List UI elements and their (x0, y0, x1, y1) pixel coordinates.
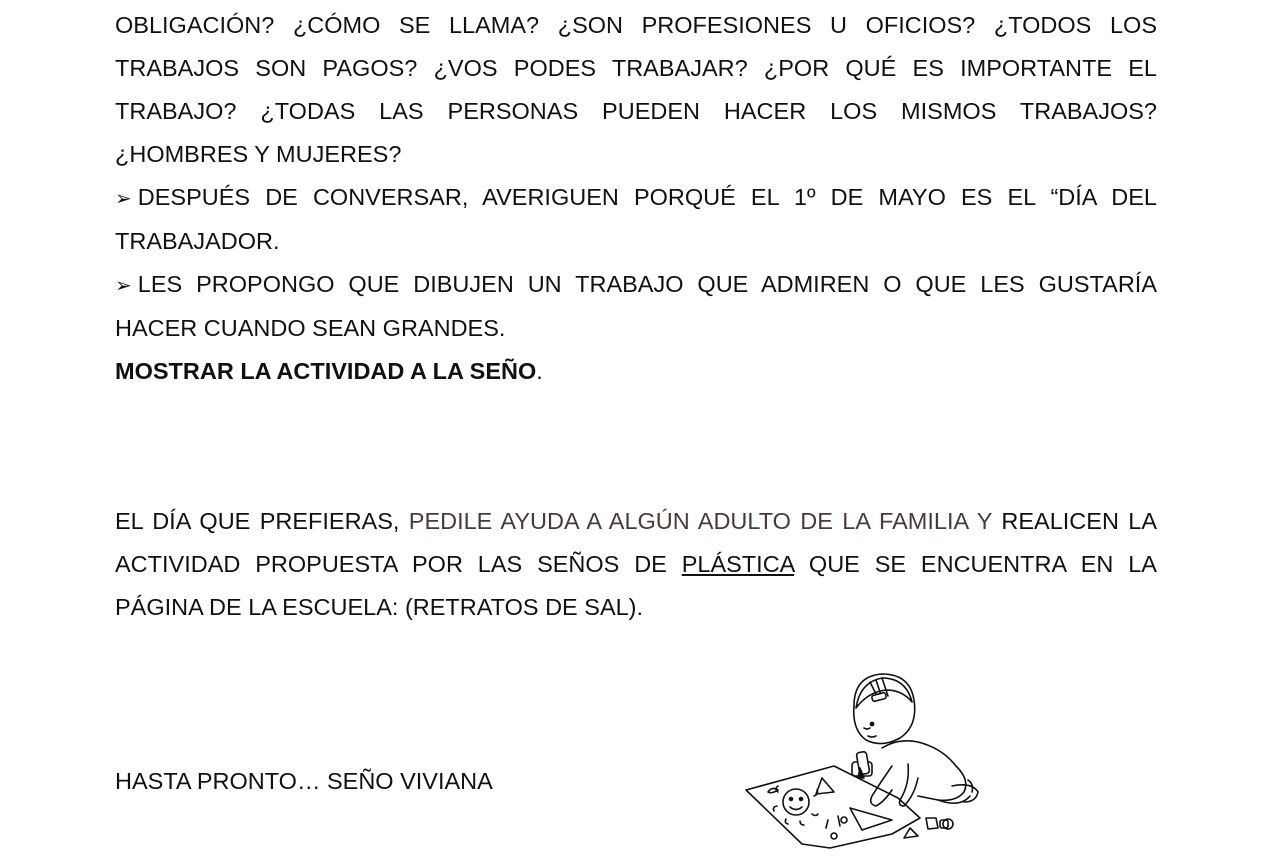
activity-part-1: EL DÍA QUE PREFIERAS, (115, 508, 409, 534)
bullet-text-1: DESPUÉS DE CONVERSAR, AVERIGUEN PORQUÉ EL 1º DE MAYO ES EL “DÍA DEL TRABAJADOR. (115, 184, 1157, 254)
show-activity-line (115, 350, 1157, 393)
bullet-item-2 (115, 263, 1157, 350)
child-drawing-illustration (742, 668, 984, 854)
show-activity-text: MOSTRAR LA ACTIVIDAD A LA SEÑO (115, 358, 537, 384)
show-activity-punct: . (536, 358, 543, 384)
plastica-link[interactable]: PLÁSTICA (681, 551, 795, 577)
bullet-text-2: LES PROPONGO QUE DIBUJEN UN TRABAJO QUE ADMIREN O QUE LES GUSTARÍA HACER CUANDO SEAN GRANDES. (115, 271, 1157, 341)
arrow-bullet-icon: ➢ (115, 186, 132, 210)
activity-part-4: QUE SE ENCUENTRA EN LA PÁGINA DE LA ESCUELA: (RETRATOS DE SAL). (115, 551, 1157, 620)
arrow-bullet-icon: ➢ (115, 273, 132, 297)
activity-part-3: REALICEN LA ACTIVIDAD PROPUESTA POR LAS SEÑOS DE (115, 508, 1157, 577)
closing-signature: HASTA PRONTO… SEÑO VIVIANA (115, 768, 493, 794)
activity-paragraph (115, 500, 1157, 629)
spacer (115, 393, 1157, 500)
activity-part-2: PEDILE AYUDA A ALGÚN ADULTO DE LA FAMILIA Y (408, 508, 1002, 534)
document-body (115, 0, 1157, 629)
intro-paragraph: OBLIGACIÓN? ¿CÓMO SE LLAMA? ¿SON PROFESIONES U OFICIOS? ¿TODOS LOS TRABAJOS SON PAGOS? ¿VOS PODES TRABAJAR? ¿POR QUÉ ES IMPORTANTE EL TRABAJO? ¿TODAS LAS PERSONAS PUEDEN HACER LOS MISMOS TRABAJOS? ¿HOMBRES Y MUJERES? (115, 12, 1157, 167)
bullet-item-1 (115, 176, 1157, 263)
